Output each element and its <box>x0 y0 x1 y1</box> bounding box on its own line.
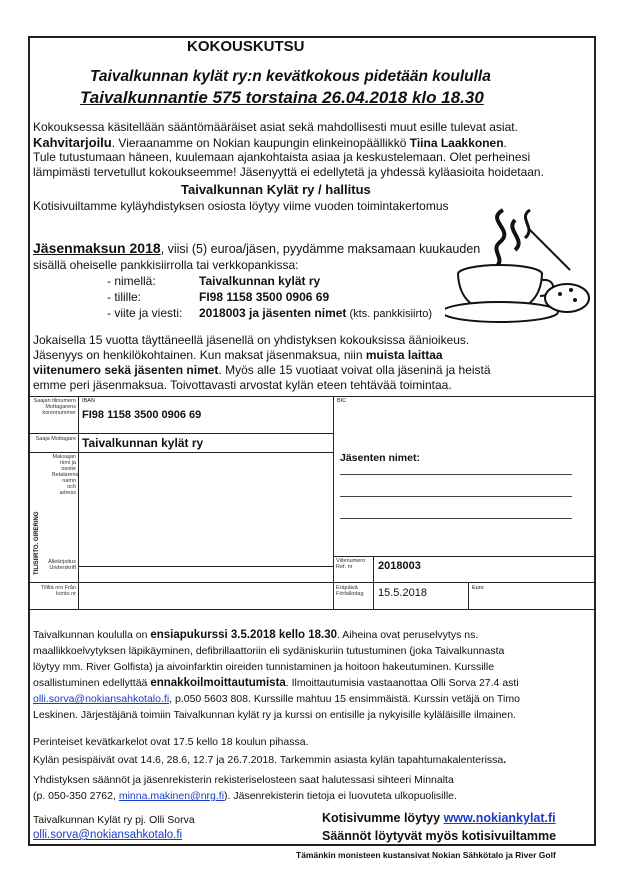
extra-line-3: Yhdistyksen säännöt ja jäsenrekisterin rekisteriselosteen saat halutessasi sihteeri Minnalta <box>33 774 454 786</box>
course-line-3: löytyy mm. River Golfista) ja aivoinfarktin oireiden tunnistaminen ja hoitoon hakeutuminen. Kurssille <box>33 661 495 673</box>
fee-account-key: - tilille: <box>107 290 142 304</box>
intro-line-2: Kahvitarjoilu. Vieraanamme on Nokian kaupungin elinkeinopäällikkö Tiina Laakkonen. <box>33 135 507 150</box>
fee-line-2: sisällä oheiselle pankkisiirrolla tai verkkopankissa: <box>33 258 299 272</box>
recipient-account-label: Saajan tilinumero Mottagarens kontonummer <box>33 398 76 416</box>
fee-reference-value: 2018003 ja jäsenten nimet (kts. pankkisiirto) <box>199 306 432 320</box>
rules-line: Säännöt löytyvät myös kotisivuiltamme <box>322 829 557 843</box>
due-date-value: 15.5.2018 <box>378 587 427 599</box>
due-date-label: Eräpäivä Förfallodag <box>336 585 364 597</box>
meeting-date-heading: Taivalkunnantie 575 torstaina 26.04.2018 klo 18.30 <box>80 88 484 107</box>
course-line-6: Leskinen. Järjestäjänä toimiin Taivalkunnan kylät ry ja kurssi on entisille ja nykyisille kyläläisille ilmainen. <box>33 709 517 721</box>
euro-label: Euro <box>472 585 484 591</box>
fee-line-1: Jäsenmaksun 2018, viisi (5) euroa/jäsen, pyydämme maksamaan kuukauden <box>33 240 481 256</box>
reference-label: Viitenumero Ref. nr <box>336 558 366 570</box>
voting-line-3: viitenumero sekä jäsenten nimet. Myös alle 15 vuotiaat voivat olla jäseninä ja heistä <box>33 363 491 377</box>
payer-label: Maksajan nimi ja osoite Betalarens namn och adress <box>52 454 79 496</box>
website-line: Kotisivumme löytyy www.nokiankylat.fi <box>322 811 556 825</box>
intro-line-3: Tule tutustumaan häneen, kuulemaan ajankohtaista asiaa ja keskustelemaan. Olet perheinesi <box>33 150 531 164</box>
chair-email-anchor[interactable]: olli.sorva@nokiansahkotalo.fi <box>33 829 183 841</box>
extra-line-2: Kylän pesispäivät ovat 14.6, 28.6, 12.7 ja 26.7.2018. Tarkemmin asiasta kylän tapahtumakalenterissa. <box>33 754 507 766</box>
fee-name-key: - nimellä: <box>107 274 156 288</box>
course-line-1: Taivalkunnan koululla on ensiapukurssi 3.5.2018 kello 18.30. Aiheina ovat peruselvytys ns. <box>33 629 479 641</box>
slip-side-label: TILISIIRTO. GIRERING <box>34 511 40 575</box>
recipient-label: Saaja Mottagare <box>35 436 76 442</box>
chair-name: Taivalkunnan Kylät ry pj. Olli Sorva <box>33 814 195 826</box>
course-line-2: maallikkoelvytyksen läpikäyminen, defibrillaattoriin eli sydäniskuriin tutustuminen (joka Taivalkunnasta <box>33 645 505 657</box>
voting-line-2: Jäsenyys on henkilökohtainen. Kun maksat jäsenmaksua, niin muista laittaa <box>33 348 443 362</box>
website-link[interactable]: www.nokiankylat.fi <box>443 811 556 825</box>
fee-account-value: FI98 1158 3500 0906 69 <box>199 290 330 304</box>
board-signature: Taivalkunnan Kylät ry / hallitus <box>181 182 371 197</box>
recipient-value: Taivalkunnan kylät ry <box>82 436 204 450</box>
voting-line-4: emme peri jäsenmaksua. Toivottavasti arvostat kylän eteen tehtävää toimintaa. <box>33 378 452 392</box>
fee-name-value: Taivalkunnan kylät ry <box>199 274 321 288</box>
course-line-4: osallistuminen edellyttää ennakkoilmoittautumista. Ilmoittautumisia vastaanottaa Olli Sorva 27.4 asti <box>33 677 519 689</box>
iban-value: FI98 1158 3500 0906 69 <box>82 409 202 421</box>
intro-line-1: Kokouksessa käsitellään sääntömääräiset asiat sekä mahdollisesti muut esille tulevat asiat. <box>33 120 518 134</box>
members-label: Jäsenten nimet: <box>340 452 420 464</box>
intro-line-5: Kotisivuiltamme kyläyhdistyksen osiosta löytyy viime vuoden toimintakertomus <box>33 199 449 213</box>
extra-line-1: Perinteiset kevätkarkelot ovat 17.5 kello 18 koulun pihassa. <box>33 736 309 748</box>
page-title: KOKOUSKUTSU <box>187 38 305 55</box>
voting-line-1: Jokaisella 15 vuotta täyttäneellä jäsenellä on yhdistyksen kokouksissa äänioikeus. <box>33 333 470 347</box>
from-account-label: Tililtä nro Från konto nr <box>41 585 76 597</box>
chair-email-link[interactable] <box>33 829 182 841</box>
signature-label: Allekirjoitus Underskrift <box>48 559 76 571</box>
intro-line-4: lämpimästi tervetullut kokoukseemme! Jäsenyyttä ei edellytetä ja yhdessä kyläasioita hoidetaan. <box>33 165 544 179</box>
course-line-5: olli.sorva@nokiansahkotalo.fi, p.050 5603 808. Kurssille mahtuu 15 ensimmäistä. Kurssin vetäjä on Timo <box>33 693 520 705</box>
extra-line-4: (p. 050-350 2762, minna.makinen@nrg.fi). Jäsenrekisterin tietoja ei luovuteta ulkopuolisille. <box>33 790 457 802</box>
fee-reference-key: - viite ja viesti: <box>107 306 183 320</box>
secretary-email-link[interactable]: minna.makinen@nrg.fi <box>118 790 225 802</box>
sponsor-note: Tämänkin monisteen kustansivat Nokian Sähkötalo ja River Golf <box>296 850 556 860</box>
meeting-heading: Taivalkunnan kylät ry:n kevätkokous pidetään koululla <box>90 68 491 85</box>
coffee-cup-illustration <box>445 200 595 330</box>
bic-label: BIC <box>337 398 347 404</box>
reference-value: 2018003 <box>378 560 421 572</box>
iban-label: IBAN <box>82 398 95 404</box>
course-email-link[interactable]: olli.sorva@nokiansahkotalo.fi <box>33 693 170 705</box>
